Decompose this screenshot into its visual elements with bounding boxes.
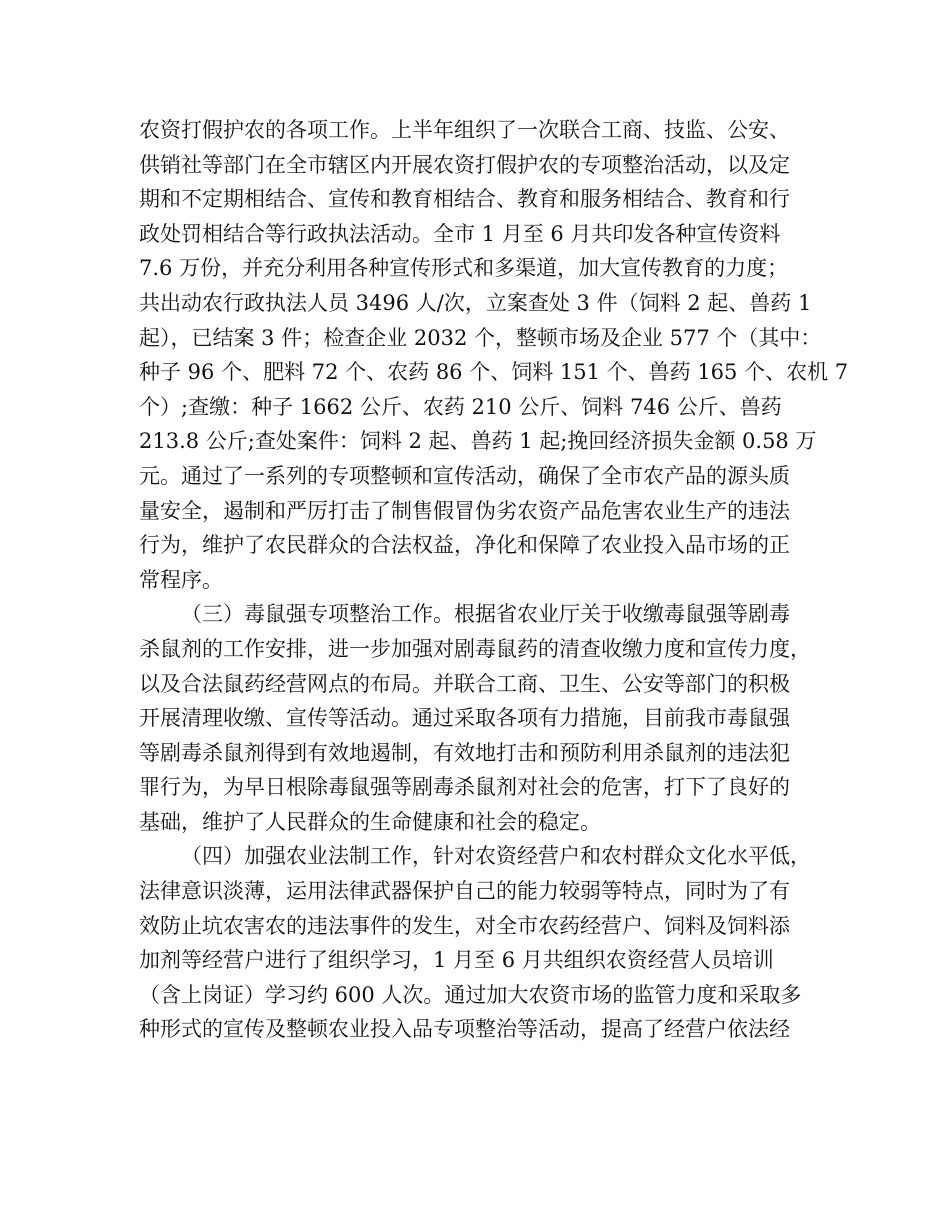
text-line: 法律意识淡薄，运用法律武器保护自己的能力较弱等特点，同时为了有 [139, 879, 790, 904]
text-line: （三）毒鼠强专项整治工作。根据省农业厅关于收缴毒鼠强等剧毒 [181, 602, 790, 627]
text-line: 政处罚相结合等行政执法活动。全市 1 月至 6 月共印发各种宣传资料 [139, 221, 781, 246]
text-line: 开展清理收缴、宣传等活动。通过采取各项有力措施，目前我市毒鼠强 [139, 706, 790, 731]
text-line: 效防止坑农害农的违法事件的发生，对全市农药经营户、饲料及饲料添 [139, 913, 790, 938]
text-line: 期和不定期相结合、宣传和教育相结合、教育和服务相结合、教育和行 [139, 187, 790, 212]
paragraph [139, 113, 849, 597]
text-line: 等剧毒杀鼠剂得到有效地遏制，有效地打击和预防利用杀鼠剂的违法犯 [139, 740, 790, 765]
text-line: 杀鼠剂的工作安排，进一步加强对剧毒鼠药的清查收缴力度和宣传力度， [139, 636, 811, 661]
text-line: 罪行为，为早日根除毒鼠强等剧毒杀鼠剂对社会的危害，打下了良好的 [139, 775, 790, 800]
text-line: 个）;查缴：种子 1662 公斤、农药 210 公斤、饲料 746 公斤、兽药 [139, 394, 782, 419]
text-line: （四）加强农业法制工作，针对农资经营户和农村群众文化水平低， [181, 844, 811, 869]
text-line: 213.8 公斤;查处案件：饲料 2 起、兽药 1 起;挽回经济损失金额 0.58 万 [139, 429, 817, 454]
text-line: 种形式的宣传及整顿农业投入品专项整治等活动，提高了经营户依法经 [139, 1017, 790, 1042]
text-line: 起），已结案 3 件；检查企业 2032 个，整顿市场及企业 577 个（其中： [139, 325, 822, 350]
text-line: （含上岗证）学习约 600 人次。通过加大农资市场的监管力度和采取多 [139, 982, 802, 1007]
text-line: 量安全，遏制和严厉打击了制售假冒伪劣农资产品危害农业生产的违法 [139, 498, 790, 523]
text-line: 农资打假护农的各项工作。上半年组织了一次联合工商、技监、公安、 [139, 118, 790, 142]
text-line: 共出动农行政执法人员 3496 人/次，立案查处 3 件（饲料 2 起、兽药 1 [139, 290, 812, 315]
text-line: 7.6 万份，并充分利用各种宣传形式和多渠道，加大宣传教育的力度； [139, 256, 789, 281]
text-line: 种子 96 个、肥料 72 个、农药 86 个、饲料 151 个、兽药 165 个、农机 7 [139, 360, 849, 385]
text-line: 基础，维护了人民群众的生命健康和社会的稳定。 [139, 809, 601, 834]
paragraph [139, 839, 829, 1047]
text-line: 供销社等部门在全市辖区内开展农资打假护农的专项整治活动，以及定 [139, 152, 790, 177]
text-line: 加剂等经营户进行了组织学习，1 月至 6 月共组织农资经营人员培训 [139, 948, 774, 973]
text-line: 常程序。 [139, 567, 223, 592]
text-line: 以及合法鼠药经营网点的布局。并联合工商、卫生、公安等部门的积极 [139, 671, 790, 696]
document-body [139, 113, 849, 1047]
paragraph [139, 597, 829, 839]
text-line: 元。通过了一系列的专项整顿和宣传活动，确保了全市农产品的源头质 [139, 463, 790, 488]
text-line: 行为，维护了农民群众的合法权益，净化和保障了农业投入品市场的正 [139, 533, 790, 558]
